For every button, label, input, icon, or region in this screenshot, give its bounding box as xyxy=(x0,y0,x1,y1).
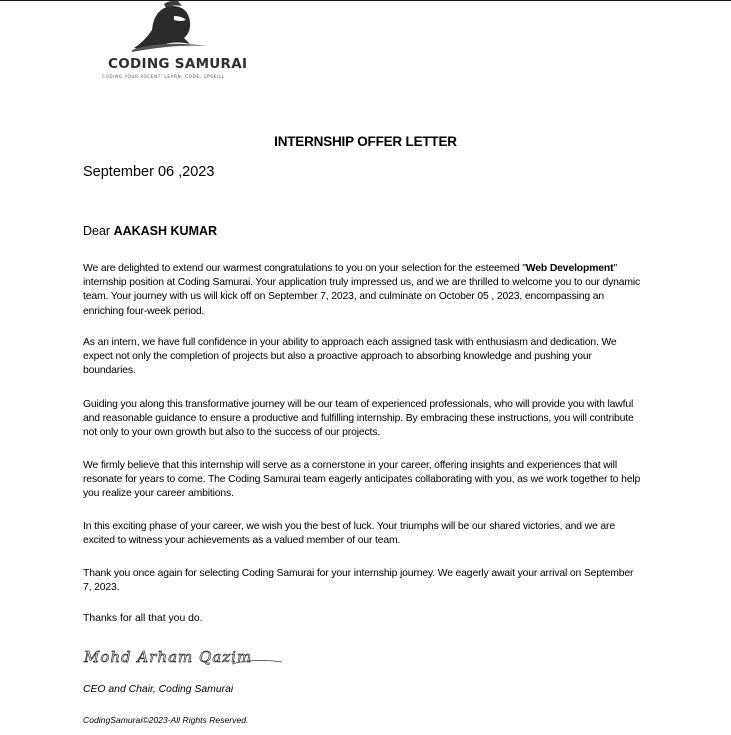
salutation: Dear xyxy=(83,224,111,238)
letter-date: September 06 ,2023 xyxy=(83,164,215,180)
samurai-logo-icon xyxy=(130,0,210,52)
copyright-notice: CodingSamurai©2023-All Rights Reserved. xyxy=(83,715,249,725)
letter-title: INTERNSHIP OFFER LETTER xyxy=(274,134,457,149)
paragraph-expectations: As an intern, we have full confidence in your ability to approach each assigned task with enthusiasm and dedication. We expect not only the completion of projects but also a proactive approach to absorbing knowledge and pushing your boundaries. xyxy=(83,337,617,377)
paragraph-guidance: Guiding you along this transformative journey will be our team of experienced professionals, who will provide you with lawful and reasonable guidance to ensure a productive and fulfilling internship. By embracing these instructions, you will contribute not only to your own growth but also to the success of our projects. xyxy=(83,399,634,439)
company-logo xyxy=(100,0,250,85)
paragraph-text: " internship position at Coding Samurai. Your application truly impressed us, and we are thrilled to welcome you to our dynamic team. Your journey with us will kick off on September 7, 2023, and culminate on October 05 , 2023, encompassing an enriching four-week period. xyxy=(83,263,641,317)
company-name: CODING SAMURAI xyxy=(108,56,248,72)
recipient-name: AAKASH KUMAR xyxy=(113,224,218,238)
signer-title: CEO and Chair, Coding Samurai xyxy=(83,684,234,695)
internship-role: Web Development xyxy=(525,263,614,274)
paragraph-career: We firmly believe that this internship will serve as a cornerstone in your career, offering insights and experiences that will resonate for years to come. The Coding Samurai team eagerly anticipates collaborating with you, as we work together to help you realize your career ambitions. xyxy=(83,460,641,500)
paragraph-congratulations xyxy=(83,262,643,319)
paragraph-good-luck: In this exciting phase of your career, we wish you the best of luck. Your triumphs will be our shared victories, and we are excited to witness your achievements as a valued member of our team. xyxy=(83,521,615,547)
company-tagline: CODING YOUR ASCENT: LEARN, CODE, UPSKILL xyxy=(102,74,225,79)
paragraph-text: We are delighted to extend our warmest congratulations to you on your selection for the esteemed " xyxy=(83,263,526,274)
greeting xyxy=(83,224,217,238)
paragraph-thank-you: Thank you once again for selecting Coding Samurai for your internship journey. We eagerly await your arrival on September 7, 2023. xyxy=(83,568,634,594)
signature-text: Mohd Arham Qazim xyxy=(84,648,253,666)
closing-thanks: Thanks for all that you do. xyxy=(83,613,203,624)
signature xyxy=(82,640,287,672)
